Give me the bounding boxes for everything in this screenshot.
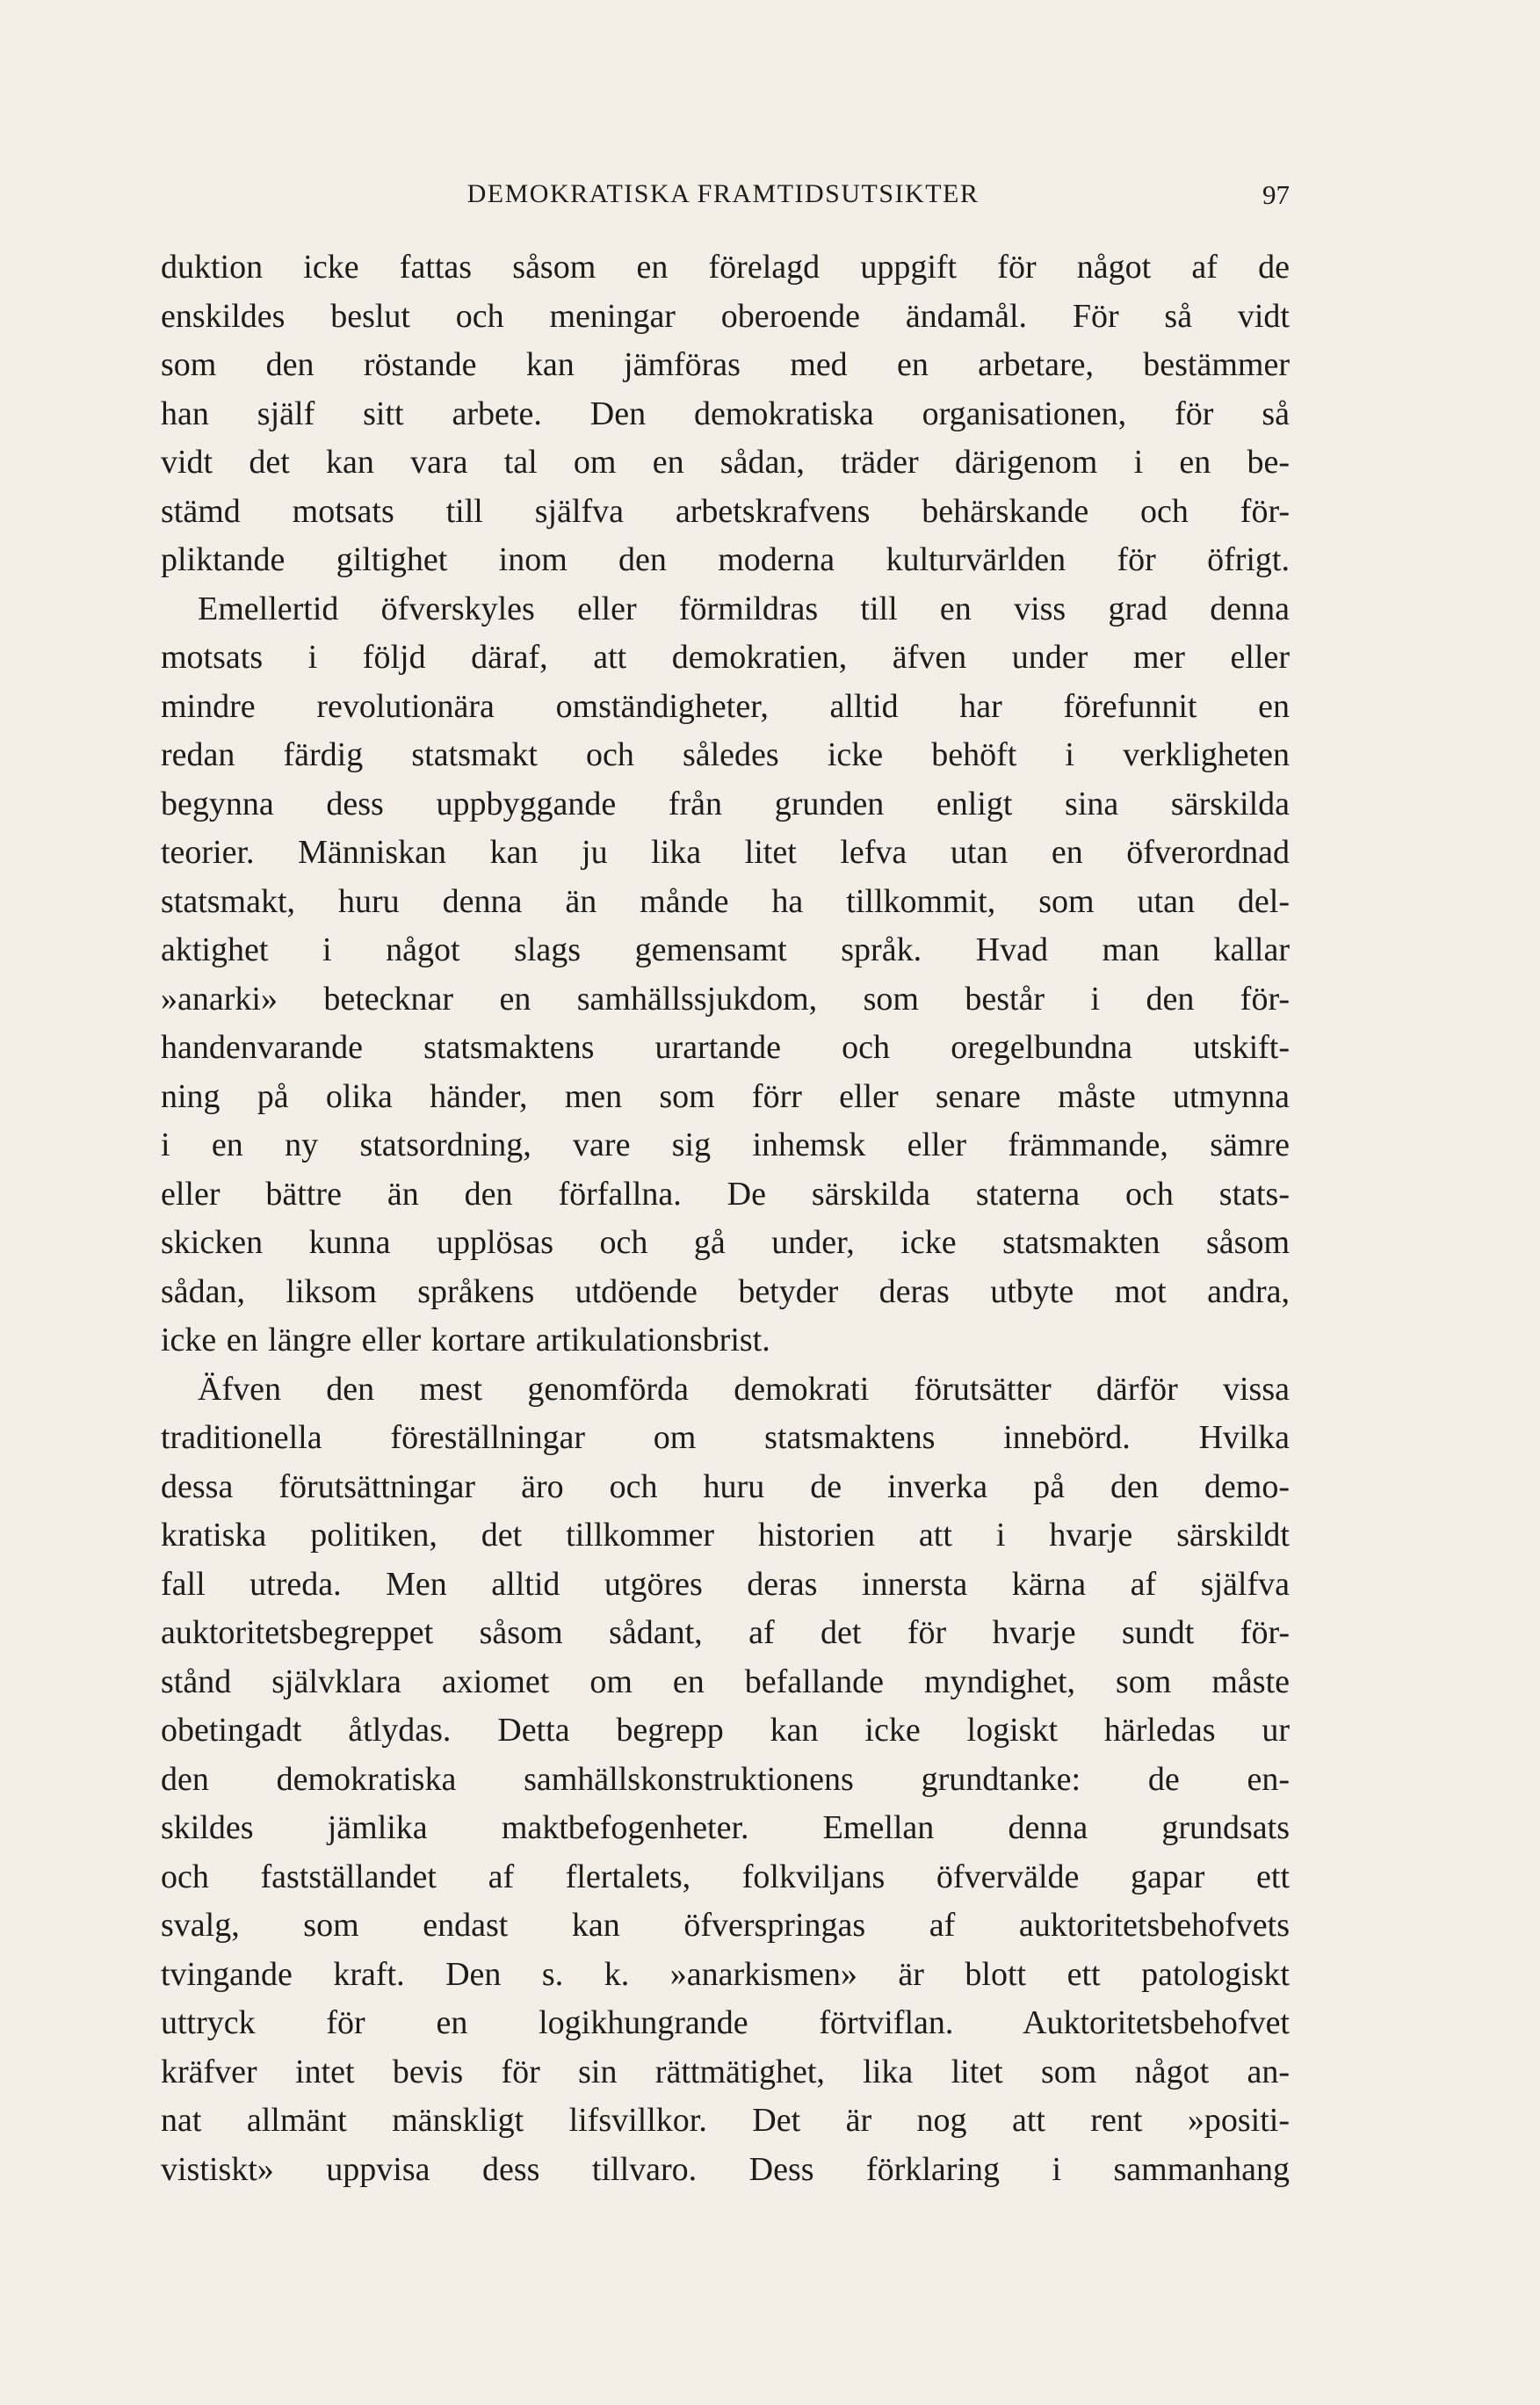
text-line: skildes jämlika maktbefogenheter. Emellan denna grundsats bbox=[161, 1809, 1290, 1846]
running-title: DEMOKRATISKA FRAMTIDSUTSIKTER bbox=[466, 179, 980, 208]
text-line: Emellertid öfverskyles eller förmildras till en viss grad denna bbox=[198, 590, 1290, 627]
page-number: 97 bbox=[1262, 179, 1290, 210]
text-line: fall utreda. Men alltid utgöres deras innersta kärna af själfva bbox=[161, 1565, 1290, 1603]
text-line: kratiska politiken, det tillkommer historien att i hvarje särskildt bbox=[161, 1517, 1290, 1554]
text-line: han själf sitt arbete. Den demokratiska organisationen, för så bbox=[161, 395, 1290, 432]
text-line: svalg, som endast kan öfverspringas af auktoritetsbehofvets bbox=[161, 1907, 1290, 1944]
page-header bbox=[156, 179, 1290, 214]
text-line: stämd motsats till själfva arbetskrafvens behärskande och för- bbox=[161, 492, 1290, 530]
text-line: ning på olika händer, men som förr eller senare måste utmynna bbox=[161, 1077, 1290, 1115]
text-line: »anarki» betecknar en samhällssjukdom, som består i den för- bbox=[161, 980, 1290, 1018]
text-line: duktion icke fattas såsom en förelagd uppgift för något af de bbox=[161, 249, 1290, 286]
text-line: uttryck för en logikhungrande förtviflan. Auktoritetsbehofvet bbox=[161, 2004, 1290, 2041]
text-line: stånd självklara axiomet om en befallande myndighet, som måste bbox=[161, 1662, 1290, 1700]
text-line: auktoritetsbegreppet såsom sådant, af det för hvarje sundt för- bbox=[161, 1614, 1290, 1651]
text-line: mindre revolutionära omständigheter, alltid har förefunnit en bbox=[161, 687, 1290, 725]
text-line: handenvarande statsmaktens urartande och oregelbundna utskift- bbox=[161, 1029, 1290, 1066]
text-line: tvingande kraft. Den s. k. »anarkismen» är blott ett patologiskt bbox=[161, 1955, 1290, 1993]
text-line: begynna dess uppbyggande från grunden enligt sina särskilda bbox=[161, 785, 1290, 822]
text-line: som den röstande kan jämföras med en arbetare, bestämmer bbox=[161, 346, 1290, 383]
text-line: i en ny statsordning, vare sig inhemsk eller främmande, sämre bbox=[161, 1126, 1290, 1163]
text-line: sådan, liksom språkens utdöende betyder deras utbyte mot andra, bbox=[161, 1272, 1290, 1310]
body-text bbox=[161, 243, 1290, 2194]
text-line: teorier. Människan kan ju lika litet lefva utan en öfverordnad bbox=[161, 834, 1290, 871]
text-line: redan färdig statsmakt och således icke behöft i verkligheten bbox=[161, 736, 1290, 773]
text-line: och fastställandet af flertalets, folkviljans öfvervälde gapar ett bbox=[161, 1858, 1290, 1895]
text-line: traditionella föreställningar om statsmaktens innebörd. Hvilka bbox=[161, 1419, 1290, 1456]
text-line: obetingadt åtlydas. Detta begrepp kan icke logiskt härledas ur bbox=[161, 1712, 1290, 1749]
text-line: skicken kunna upplösas och gå under, icke statsmakten såsom bbox=[161, 1224, 1290, 1261]
text-line: den demokratiska samhällskonstruktionens grundtanke: de en- bbox=[161, 1760, 1290, 1798]
text-line: statsmakt, huru denna än månde ha tillkommit, som utan del- bbox=[161, 882, 1290, 920]
text-line: dessa förutsättningar äro och huru de inverka på den demo- bbox=[161, 1467, 1290, 1505]
text-line: vistiskt» uppvisa dess tillvaro. Dess förklaring i sammanhang bbox=[161, 2150, 1290, 2188]
text-line: enskildes beslut och meningar oberoende ändamål. För så vidt bbox=[161, 297, 1290, 335]
text-line: nat allmänt mänskligt lifsvillkor. Det är nog att rent »positi- bbox=[161, 2102, 1290, 2139]
text-line: aktighet i något slags gemensamt språk. Hvad man kallar bbox=[161, 931, 1290, 968]
text-line: kräfver intet bevis för sin rättmätighet, lika litet som något an- bbox=[161, 2053, 1290, 2090]
text-line: Äfven den mest genomförda demokrati förutsätter därför vissa bbox=[198, 1370, 1290, 1408]
text-line: vidt det kan vara tal om en sådan, träder därigenom i en be- bbox=[161, 444, 1290, 481]
text-line: eller bättre än den förfallna. De särskilda staterna och stats- bbox=[161, 1175, 1290, 1213]
text-line: motsats i följd däraf, att demokratien, äfven under mer eller bbox=[161, 639, 1290, 676]
text-line: pliktande giltighet inom den moderna kulturvärlden för öfrigt. bbox=[161, 541, 1290, 578]
text-line: icke en längre eller kortare artikulationsbrist. bbox=[161, 1322, 770, 1358]
